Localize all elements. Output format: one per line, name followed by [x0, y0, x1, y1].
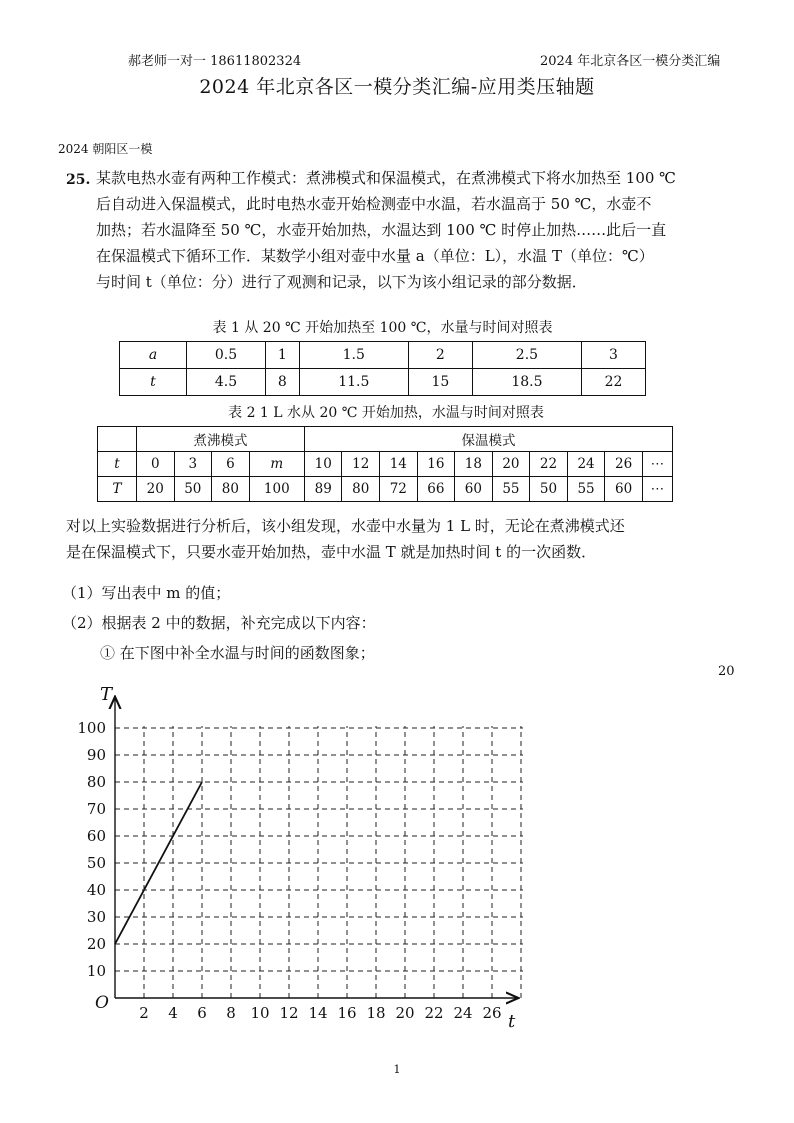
sub-questions — [62, 578, 722, 668]
table1-caption: 表 1 从 20 ℃ 开始加热至 100 ℃，水量与时间对照表 — [212, 320, 553, 336]
table-cell: ⋯ — [642, 477, 672, 502]
question-number: 25. — [66, 172, 91, 188]
table-cell: 50 — [174, 477, 212, 502]
x-tick-label: 4 — [168, 1004, 178, 1022]
table-cell: 11.5 — [299, 369, 408, 396]
y-tick-label: 40 — [86, 881, 106, 899]
x-tick-label: 6 — [197, 1004, 207, 1022]
y-tick-label: 10 — [86, 962, 106, 980]
question-line: 某款电热水壶有两种工作模式：煮沸模式和保温模式，在煮沸模式下将水加热至 100 ℃ — [96, 169, 676, 187]
y-tick-label: 100 — [77, 719, 106, 737]
table-cell: 12 — [342, 452, 380, 477]
x-tick-label: 26 — [482, 1004, 502, 1022]
question-1: （1）写出表中 m 的值； — [62, 584, 231, 602]
table-cell: 89 — [304, 477, 342, 502]
table-cell: 1.5 — [299, 342, 408, 369]
x-tick-label: 8 — [226, 1004, 236, 1022]
x-tick-label: 14 — [308, 1004, 328, 1022]
table-row — [98, 452, 673, 477]
analysis-text — [66, 513, 726, 565]
group-header-keep: 保温模式 — [304, 427, 672, 452]
table-cell: 3 — [174, 452, 212, 477]
table-cell: 15 — [408, 369, 472, 396]
table-cell: 50 — [530, 477, 568, 502]
y-axis-label: T — [100, 684, 113, 705]
table-cell: m — [249, 452, 304, 477]
y-tick-label: 80 — [86, 773, 106, 791]
table-cell: 72 — [380, 477, 418, 502]
table-row — [98, 477, 673, 502]
x-tick-label: 22 — [424, 1004, 444, 1022]
table-cell: 0.5 — [187, 342, 266, 369]
function-graph — [70, 680, 540, 1030]
page-number: 1 — [393, 1063, 401, 1076]
y-tick-label: 50 — [86, 854, 106, 872]
question-line: 加热；若水温降至 50 ℃，水壶开始加热，水温达到 100 ℃ 时停止加热……此后一直 — [96, 221, 667, 239]
table-cell: 4.5 — [187, 369, 266, 396]
table-cell: 55 — [567, 477, 605, 502]
table-cell: 24 — [567, 452, 605, 477]
table1 — [119, 341, 646, 396]
table-cell: 14 — [380, 452, 418, 477]
table-cell: 20 — [137, 477, 175, 502]
table-cell: 2 — [408, 342, 472, 369]
y-tick-label: 60 — [86, 827, 106, 845]
header-left: 郝老师一对一 18611802324 — [128, 54, 302, 69]
header-right: 2024 年北京各区一模分类汇编 — [540, 54, 721, 69]
question-line: 在保温模式下循环工作．某数学小组对壶中水量 a（单位：L），水温 T（单位：℃） — [96, 247, 654, 265]
x-tick-label: 2 — [139, 1004, 149, 1022]
y-tick-label: 70 — [86, 800, 106, 818]
table2 — [97, 426, 673, 502]
question-text — [96, 165, 716, 295]
x-axis-label: t — [508, 1011, 516, 1030]
question-2-1: ① 在下图中补全水温与时间的函数图象； — [100, 644, 375, 662]
table-cell: t — [120, 369, 187, 396]
table-cell: 6 — [212, 452, 250, 477]
table-row — [120, 369, 646, 396]
table-cell: 1 — [265, 342, 299, 369]
page-title: 2024 年北京各区一模分类汇编-应用类压轴题 — [199, 76, 595, 98]
table-cell: 80 — [212, 477, 250, 502]
group-header-boil: 煮沸模式 — [137, 427, 305, 452]
x-tick-label: 10 — [250, 1004, 270, 1022]
table-cell: 20 — [492, 452, 530, 477]
x-tick-label: 20 — [395, 1004, 415, 1022]
x-tick-label: 18 — [366, 1004, 386, 1022]
table-cell: 0 — [137, 452, 175, 477]
table-cell: 100 — [249, 477, 304, 502]
table-cell: T — [98, 477, 137, 502]
x-tick-label: 24 — [453, 1004, 473, 1022]
side-number: 20 — [718, 664, 735, 679]
table-cell: 80 — [342, 477, 380, 502]
x-tick-label: 16 — [337, 1004, 357, 1022]
table-cell: 22 — [530, 452, 568, 477]
table-row — [98, 427, 673, 452]
table-cell: 3 — [582, 342, 646, 369]
table-cell: 60 — [455, 477, 493, 502]
table-cell: 26 — [605, 452, 643, 477]
y-tick-label: 30 — [86, 908, 106, 926]
table-cell: a — [120, 342, 187, 369]
y-tick-label: 20 — [86, 935, 106, 953]
table-cell: 2.5 — [472, 342, 581, 369]
table-cell: 8 — [265, 369, 299, 396]
table-cell: 10 — [304, 452, 342, 477]
table-cell: 18.5 — [472, 369, 581, 396]
origin-label: O — [95, 993, 109, 1013]
question-2: （2）根据表 2 中的数据，补充完成以下内容： — [62, 614, 376, 632]
table-cell: 22 — [582, 369, 646, 396]
table-row — [120, 342, 646, 369]
source-label: 2024 朝阳区一模 — [58, 142, 153, 156]
table-cell: 55 — [492, 477, 530, 502]
table-cell: ⋯ — [642, 452, 672, 477]
table-cell: 16 — [417, 452, 455, 477]
analysis-line: 是在保温模式下，只要水壶开始加热，壶中水温 T 就是加热时间 t 的一次函数． — [66, 543, 597, 561]
table-cell: 66 — [417, 477, 455, 502]
table-cell — [98, 427, 137, 452]
y-tick-label: 90 — [86, 746, 106, 764]
question-line: 后自动进入保温模式，此时电热水壶开始检测壶中水温，若水温高于 50 ℃，水壶不 — [96, 195, 652, 213]
question-line: 与时间 t（单位：分）进行了观测和记录，以下为该小组记录的部分数据． — [96, 273, 587, 291]
table-cell: 18 — [455, 452, 493, 477]
table-cell: 60 — [605, 477, 643, 502]
table-cell: t — [98, 452, 137, 477]
table2-caption: 表 2 1 L 水从 20 ℃ 开始加热，水温与时间对照表 — [228, 405, 544, 421]
x-tick-label: 12 — [279, 1004, 299, 1022]
analysis-line: 对以上实验数据进行分析后，该小组发现，水壶中水量为 1 L 时，无论在煮沸模式还 — [66, 517, 625, 535]
